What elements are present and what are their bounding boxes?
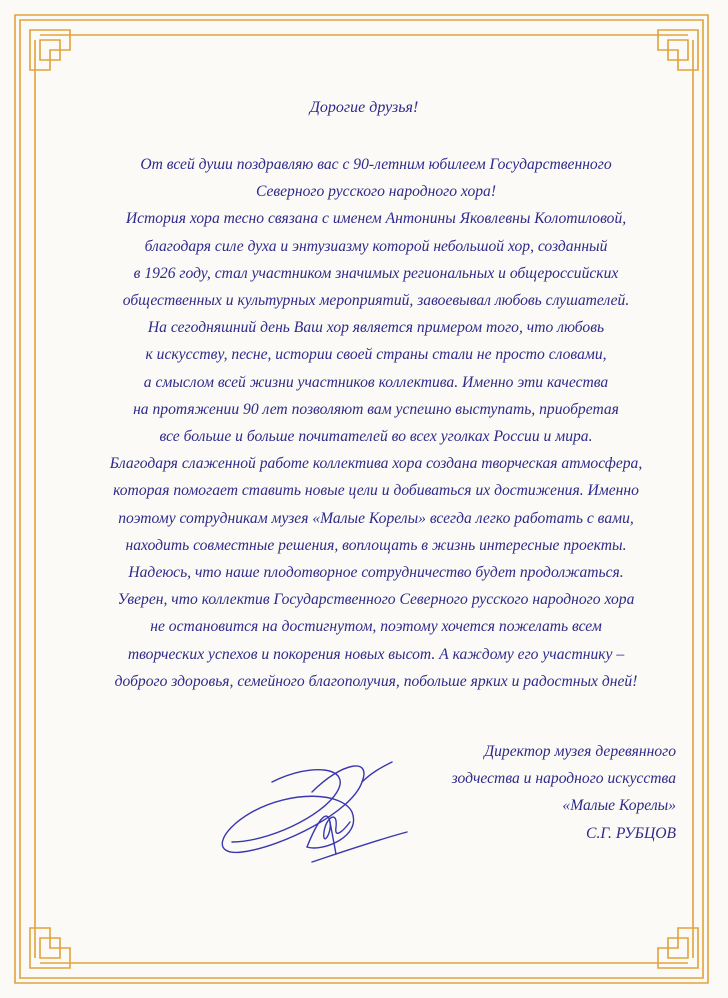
body-line: От всей души поздравляю вас с 90-летним юбилеем Государственного xyxy=(140,156,612,173)
body-line: на протяжении 90 лет позволяют вам успешно выступать, приобретая xyxy=(133,400,619,418)
body-line: а смыслом всей жизни участников коллектива. Именно эти качества xyxy=(143,373,609,391)
body-line: благодаря силе духа и энтузиазму которой небольшой хор, созданный xyxy=(144,237,608,255)
body-line: На сегодняшний день Ваш хор является примером того, что любовь xyxy=(147,319,605,337)
greeting: Дорогие друзья! xyxy=(309,99,419,116)
signer-name: С.Г. РУБЦОВ xyxy=(586,824,676,842)
body-line: общественных и культурных мероприятий, завоевывал любовь слушателей. xyxy=(122,292,630,310)
body-line: поэтому сотрудникам музея «Малые Корелы» всегда легко работать с вами, xyxy=(118,509,634,527)
sign-off xyxy=(452,738,676,847)
signer-title: зодчества и народного искусства xyxy=(451,770,676,788)
body-line: Уверен, что коллектив Государственного Северного русского народного хора xyxy=(117,591,635,609)
handwritten-signature xyxy=(212,752,412,882)
body-line: все больше и больше почитателей во всех уголках России и мира. xyxy=(159,428,593,446)
body-line: не остановится на достигнутом, поэтому хочется пожелать всем xyxy=(150,618,602,636)
body-line: Надеюсь, что наше плодотворное сотрудничество будет продолжаться. xyxy=(128,564,624,582)
body-line: творческих успехов и покорения новых высот. А каждому его участнику – xyxy=(127,645,625,663)
body-line: к искусству, песне, истории своей страны стали не просто словами, xyxy=(145,346,607,364)
body-line: Северного русского народного хора! xyxy=(255,183,497,201)
body-line: доброго здоровья, семейного благополучия, побольше ярких и радостных дней! xyxy=(114,672,638,690)
body-line: находить совместные решения, воплощать в жизнь интересные проекты. xyxy=(125,536,627,554)
letter-body xyxy=(60,151,692,695)
signer-title: Директор музея деревянного xyxy=(484,743,676,760)
signer-organization: «Малые Корелы» xyxy=(562,797,676,815)
body-line: в 1926 году, стал участником значимых региональных и общероссийских xyxy=(133,264,619,282)
body-line: Благодаря слаженной работе коллектива хора создана творческая атмосфера, xyxy=(109,455,643,473)
body-line: которая помогает ставить новые цели и добиваться их достижения. Именно xyxy=(113,482,639,500)
body-line: История хора тесно связана с именем Антонины Яковлевны Колотиловой, xyxy=(125,210,627,228)
